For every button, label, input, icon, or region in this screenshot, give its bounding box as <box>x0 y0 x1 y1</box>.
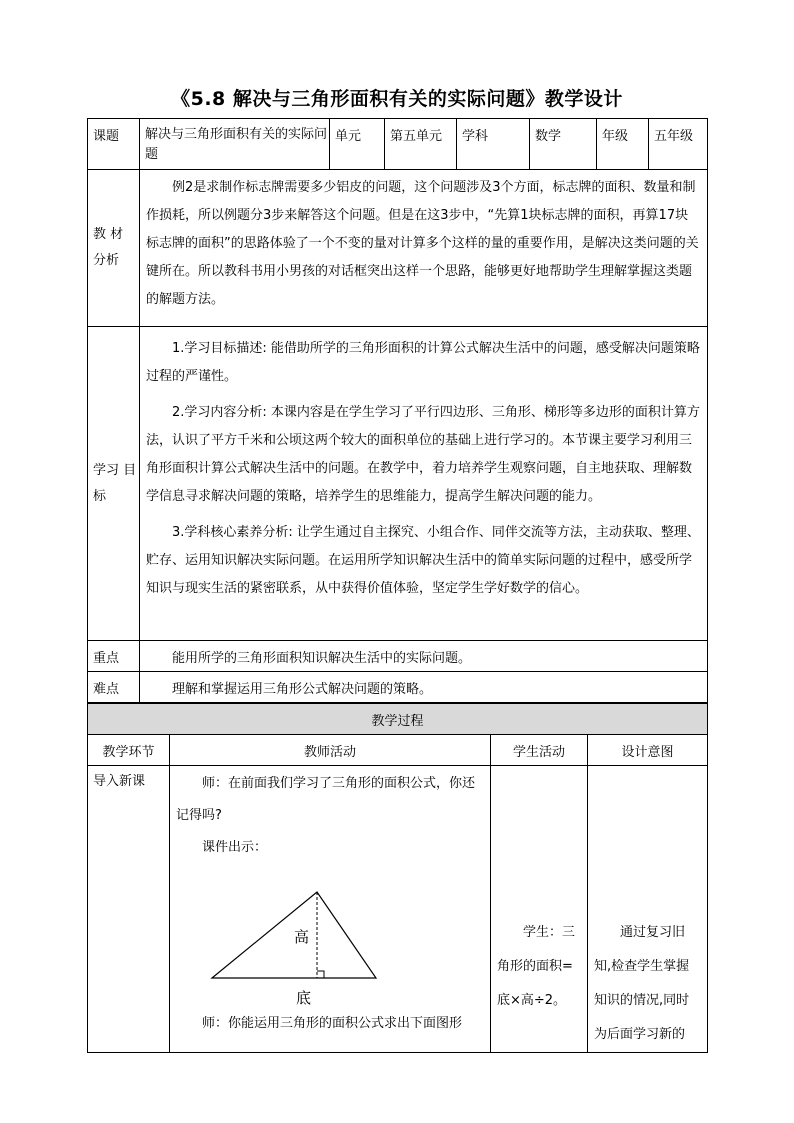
analysis-text: 例2是求制作标志牌需要多少铝皮的问题，这个问题涉及3个方面，标志牌的面积、数量和制作损耗，所以例题分3步来解答这个问题。但是在这3步中，“先算1块标志牌的面积，再算17块标志牌的面积”的思路体验了一个不变的量对计算多个这样的量的重要作用，是解决这类问题的关键所在。所以教科书用小男孩的对话框突出这样一个思路，能够更好地帮助学生理解掌握这类题的解题方法。 <box>146 180 699 307</box>
info-table <box>87 118 708 703</box>
teacher-question: 师：在前面我们学习了三角形的面积公式，你还记得吗? <box>176 776 476 823</box>
teacher-show: 课件出示： <box>202 840 268 855</box>
key-point-label: 重点 <box>88 641 140 672</box>
header-teacher: 教师活动 <box>170 735 491 766</box>
intent-text: 通过复习旧知,检查学生掌握知识的情况,同时为后面学习新的 <box>594 925 690 1042</box>
header-intent: 设计意图 <box>588 735 708 766</box>
goals-label: 学习 目标 <box>88 327 140 641</box>
process-title: 教学过程 <box>88 704 708 735</box>
base-label: 底 <box>296 989 312 1007</box>
unit-label: 单元 <box>330 119 385 170</box>
subject-label: 学科 <box>457 119 530 170</box>
grade-value: 五年级 <box>649 119 708 170</box>
process-table <box>87 703 708 1053</box>
design-intent <box>588 766 708 1053</box>
triangle-figure <box>176 864 476 1007</box>
document-title: 《5.8 解决与三角形面积有关的实际问题》教学设计 <box>171 88 623 110</box>
goal-core-literacy: 3.学科核心素养分析: 让学生通过自主探究、小组合作、同伴交流等方法，主动获取、整理、贮存、运用知识解决实际问题。在运用所学知识解决生活中的简单实际问题的过程中，感受所学知识与现实生活的紧密联系，从中获得价值体验，坚定学生学好数学的信心。 <box>146 525 700 596</box>
student-activity <box>491 766 588 1053</box>
teacher-followup: 师：你能运用三角形的面积公式求出下面图形 <box>202 1016 463 1031</box>
student-text: 学生：三角形的面积=底×高÷2。 <box>497 925 576 1008</box>
right-angle-mark <box>317 971 324 978</box>
unit-value: 第五单元 <box>385 119 457 170</box>
analysis-label: 教 材 分析 <box>88 170 140 327</box>
goal-content-analysis: 2.学习内容分析: 本课内容是在学生学习了平行四边形、三角形、梯形等多边形的面积计算方法，认识了平方千米和公顷这两个较大的面积单位的基础上进行学习的。本节课主要学习利用三角形面积计算公式解决生活中的问题。在教学中，着力培养学生观察问题，自主地获取、理解数学信息寻求解决问题的策略，培养学生的思维能力，提高学生解决问题的能力。 <box>146 405 700 504</box>
difficulty-label: 难点 <box>88 672 140 703</box>
difficulty-text: 理解和掌握运用三角形公式解决问题的策略。 <box>140 672 708 703</box>
grade-label: 年级 <box>597 119 649 170</box>
header-student: 学生活动 <box>491 735 588 766</box>
topic-label: 课题 <box>88 119 140 170</box>
key-point-text: 能用所学的三角形面积知识解决生活中的实际问题。 <box>140 641 708 672</box>
teacher-activity <box>170 766 491 1053</box>
stage-cell: 导入新课 <box>88 766 170 1053</box>
height-label: 高 <box>294 928 310 946</box>
goal-description: 1.学习目标描述: 能借助所学的三角形面积的计算公式解决生活中的问题，感受解决问题策略过程的严谨性。 <box>146 341 700 384</box>
subject-value: 数学 <box>530 119 597 170</box>
header-stage: 教学环节 <box>88 735 170 766</box>
topic-value: 解决与三角形面积有关的实际问题 <box>140 119 330 170</box>
